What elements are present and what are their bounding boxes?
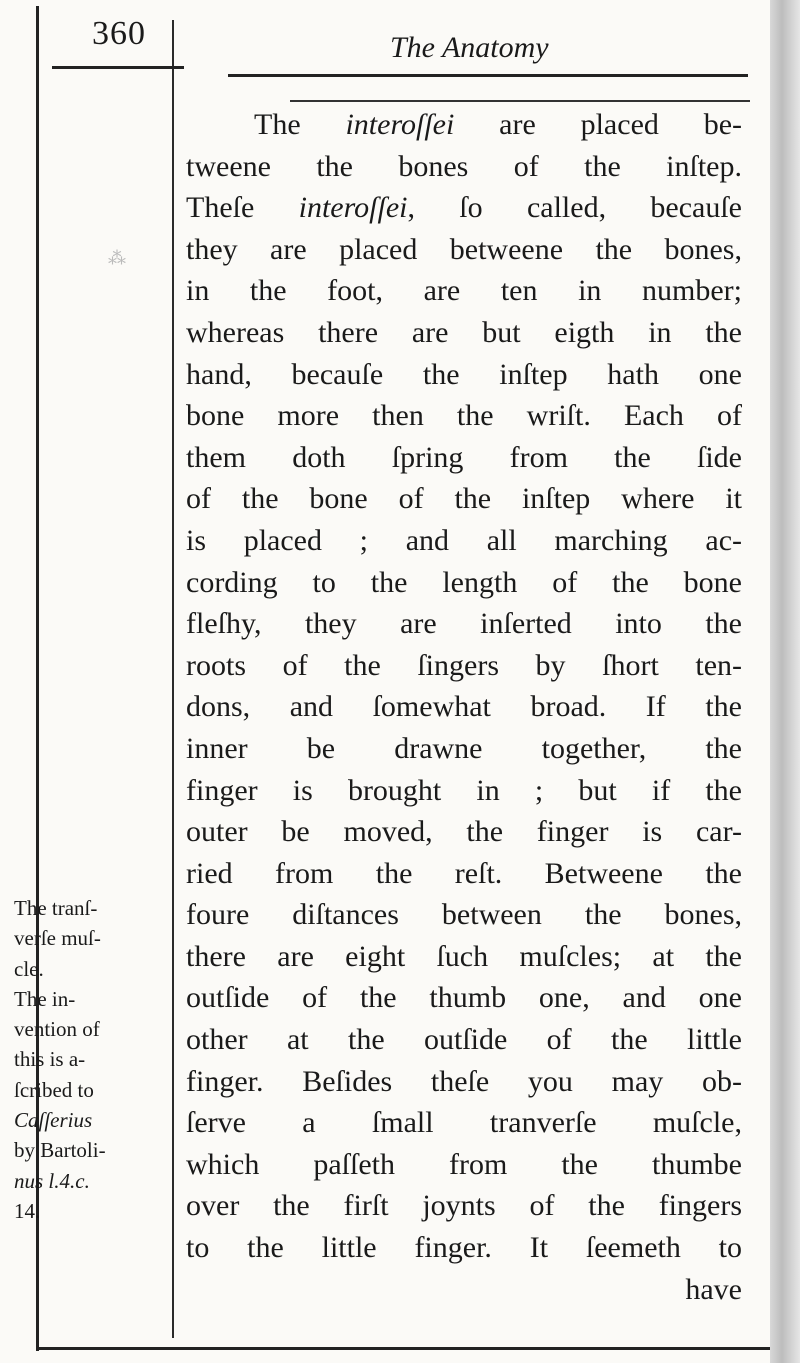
text-run: whereas there are but eigth in the bbox=[186, 315, 742, 349]
running-head-rule bbox=[228, 74, 748, 77]
text-run: hand, becauſe the inſtep hath one bbox=[186, 357, 742, 391]
body-text-line bbox=[186, 1144, 742, 1186]
body-text-line bbox=[186, 104, 742, 146]
text-run: cording to the length of the bone bbox=[186, 565, 742, 599]
margin-note-line: The tranſ- bbox=[14, 896, 98, 920]
text-run: The bbox=[254, 108, 346, 141]
body-text-line bbox=[186, 520, 742, 562]
page-number: 360 bbox=[92, 15, 146, 52]
text-run: other at the outſide of the little bbox=[186, 1023, 742, 1057]
text-run: in the foot, are ten in number; bbox=[186, 274, 742, 308]
body-text-line bbox=[186, 728, 742, 770]
body-text-line bbox=[186, 437, 742, 479]
text-run: foure diſtances between the bones, bbox=[186, 898, 742, 932]
margin-note-line: Caſſerius bbox=[14, 1108, 93, 1133]
body-text-line bbox=[186, 936, 742, 978]
body-text-line bbox=[186, 146, 742, 188]
text-run: tweene the bones of the inſtep. bbox=[186, 149, 742, 183]
body-text-line bbox=[186, 1185, 742, 1227]
text-run: outſide of the thumb one, and one bbox=[186, 981, 742, 1015]
text-run: ſerve a ſmall tranverſe muſcle, bbox=[186, 1106, 742, 1140]
body-text-line bbox=[186, 1061, 742, 1103]
text-run: over the firſt joynts of the fingers bbox=[186, 1189, 742, 1223]
text-run: ried from the reſt. Betweene the bbox=[186, 856, 742, 890]
body-text-line bbox=[186, 853, 742, 895]
text-run: outer be moved, the finger is car- bbox=[186, 815, 742, 849]
body-text-line bbox=[186, 229, 742, 271]
body-text-line bbox=[186, 1227, 742, 1269]
page-number-rule bbox=[52, 66, 184, 69]
body-text-line bbox=[186, 312, 742, 354]
text-run: are placed be- bbox=[454, 108, 743, 141]
text-run: they are placed betweene the bones, bbox=[186, 232, 742, 266]
ink-smudge: ⁂ bbox=[108, 248, 126, 269]
body-text-line bbox=[186, 354, 742, 396]
text-run: dons, and ſomewhat broad. If the bbox=[186, 690, 742, 724]
text-run: , ſo called, becauſe bbox=[407, 191, 742, 225]
body-text-line bbox=[186, 270, 742, 312]
margin-column-rule bbox=[172, 20, 174, 1338]
margin-note-line: verſe muſ- bbox=[14, 926, 101, 951]
body-text-line bbox=[186, 894, 742, 936]
body-text-line bbox=[186, 811, 742, 853]
text-run: finger is brought in ; but if the bbox=[186, 773, 742, 807]
body-text-line bbox=[186, 187, 742, 229]
body-text-line bbox=[186, 1269, 742, 1311]
text-run: have bbox=[685, 1272, 742, 1306]
margin-note-line: by Bartoli- bbox=[14, 1138, 106, 1163]
text-run: is placed ; and all marching ac- bbox=[186, 523, 742, 557]
body-text-line bbox=[186, 603, 742, 645]
margin-note-line: The in- bbox=[14, 986, 76, 1011]
body-text-line bbox=[186, 1019, 742, 1061]
margin-note-line: cle. bbox=[14, 956, 44, 981]
text-run: to the little finger. It ſeemeth to bbox=[186, 1231, 742, 1265]
margin-note-line: ſcribed to bbox=[14, 1077, 94, 1102]
margin-note-line: vention of bbox=[14, 1017, 100, 1042]
margin-note bbox=[14, 893, 166, 1226]
page-gutter-shadow bbox=[770, 0, 800, 1363]
body-text-line bbox=[186, 478, 742, 520]
text-run: inner be drawne together, the bbox=[186, 731, 742, 765]
body-text-line bbox=[186, 395, 742, 437]
italic-term: interoſſei bbox=[345, 108, 455, 141]
header-underline bbox=[290, 100, 750, 102]
body-text-line bbox=[186, 686, 742, 728]
text-run: there are eight ſuch muſcles; at the bbox=[186, 939, 742, 973]
text-run: finger. Beſides theſe you may ob- bbox=[186, 1064, 742, 1098]
body-text-line bbox=[186, 645, 742, 687]
body-text-line bbox=[186, 562, 742, 604]
running-head: The Anatomy bbox=[390, 31, 549, 64]
text-run: them doth ſpring from the ſide bbox=[186, 440, 742, 474]
margin-note-line: nus l.4.c. bbox=[14, 1168, 90, 1193]
page-frame-bottom-rule bbox=[36, 1347, 770, 1350]
body-text bbox=[186, 104, 742, 1310]
margin-note-line: this is a- bbox=[14, 1047, 86, 1072]
text-run: bone more then the wriſt. Each of bbox=[186, 399, 742, 433]
body-text-line bbox=[186, 977, 742, 1019]
body-text-line bbox=[186, 770, 742, 812]
text-run: fleſhy, they are inſerted into the bbox=[186, 607, 742, 641]
text-run: roots of the ſingers by ſhort ten- bbox=[186, 648, 742, 682]
text-run: of the bone of the inſtep where it bbox=[186, 482, 742, 516]
body-text-line bbox=[186, 1102, 742, 1144]
margin-note-line: 14. bbox=[14, 1198, 41, 1223]
text-run: Theſe bbox=[186, 191, 299, 225]
italic-term: interoſſei bbox=[298, 191, 408, 225]
text-run: which paſſeth from the thumbe bbox=[186, 1147, 742, 1181]
